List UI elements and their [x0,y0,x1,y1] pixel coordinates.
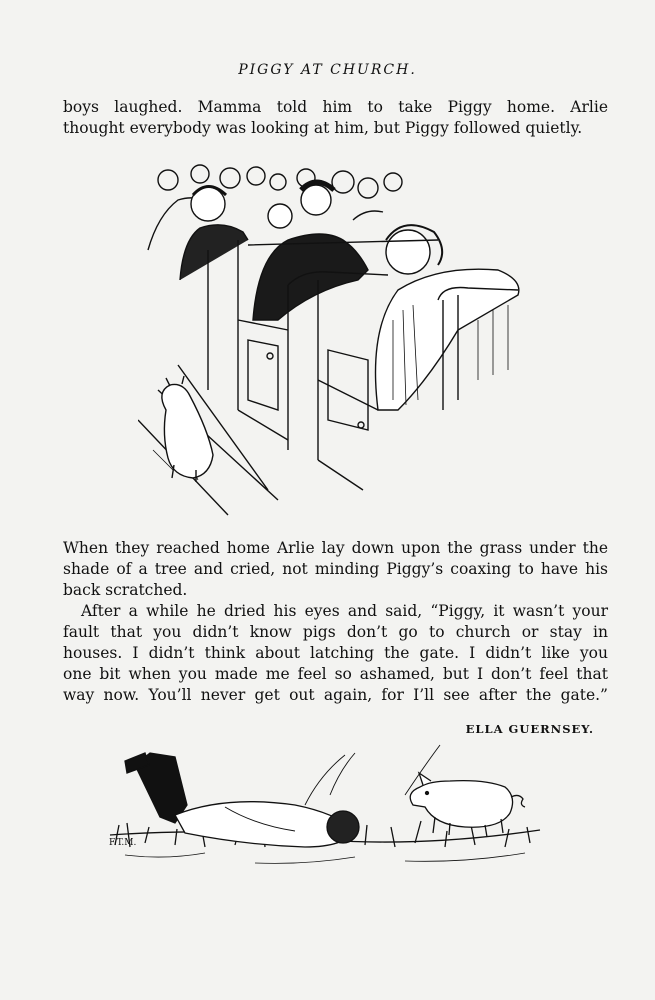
text-line: way now. You’ll never get out again, for I’ll see after the gate.” [63,686,608,704]
paragraph [63,538,608,601]
paragraph-continued [63,97,608,139]
boy-and-pig-in-grass-illustration [105,735,545,885]
artist-signature: F.T.M. [109,838,137,848]
text-line: fault that you didn’t know pigs don’t go to church or stay in [63,623,608,641]
text-line: boys laughed. Mamma told him to take Piggy home. Arlie [63,98,608,116]
text-line: back scratched. [63,581,188,599]
church-illustration-drawing [138,160,528,520]
text-line: one bit when you made me feel so ashamed, but I don’t feel that [63,665,608,683]
paragraph [63,601,608,706]
author-credit: ELLA GUERNSEY. [465,722,594,736]
text-line: houses. I didn’t think about latching the gate. I didn’t like you [63,644,608,662]
field-illustration-drawing [105,735,545,885]
running-head: PIGGY AT CHURCH. [238,62,417,78]
text-line: When they reached home Arlie lay down upon the grass under the [63,539,608,557]
church-pews-illustration [138,160,528,520]
text-line: thought everybody was looking at him, but Piggy followed quietly. [63,119,583,137]
text-line: shade of a tree and cried, not minding Piggy’s coaxing to have his [63,560,608,578]
text-line: After a while he dried his eyes and said, “Piggy, it wasn’t your [81,602,608,620]
